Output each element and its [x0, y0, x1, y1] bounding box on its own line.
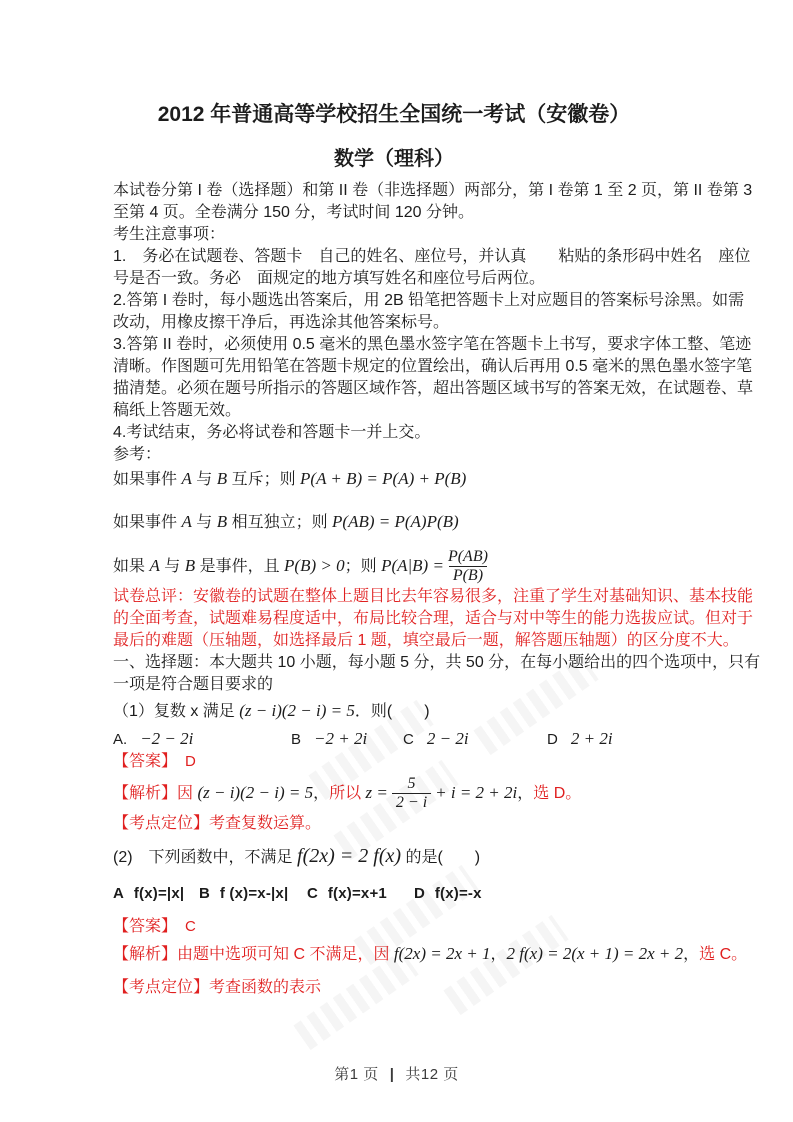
footer-page-number: 第1 页 — [334, 1066, 379, 1083]
formula-conditional-probability: 如果 A 与 B 是事件，且 P(B) > 0；则 P(A|B) = $\frac{P(AB)}{P(B)}$ — [113, 548, 488, 585]
footer-total-pages: 共12 页 — [405, 1066, 459, 1083]
formula-independent-events: 如果事件 A 与 B 相互独立；则 P(AB) = P(A)P(B) — [113, 512, 459, 531]
question-2-option-a — [113, 885, 199, 902]
question-1-stem: （1）复数 x 满足 (z − i)(2 − i) = 5．则( ) — [113, 700, 430, 720]
answer-value: C — [185, 917, 196, 935]
page-title: 2012 年普通高等学校招生全国统一考试（安徽卷） — [157, 103, 631, 126]
notice-item-3: 3.答第 II 卷时，必须使用 0.5 毫米的黑色墨水签字笔在答题卡上书写，要求字体工整、笔迹 清晰。作图题可先用铅笔在答题卡规定的位置绘出，确认后再用 0.5 毫米的黑色墨水签字笔 描清楚。必须在题号所指示的答题区域作答，超出答题区域书写的答案无效，在试题卷、草 稿纸上答题无效。 — [113, 336, 754, 419]
notice-item-2: 2.答第 I 卷时，每小题选出答案后，用 2B 铅笔把答题卡上对应题目的答案标号涂黑。如需 改动，用橡皮擦干净后，再选涂其他答案标号。 — [113, 292, 745, 331]
option-label: D — [547, 730, 558, 748]
notice-item-4: 4.考试结束，务必将试卷和答题卡一并上交。 — [113, 424, 431, 441]
question-2-option-c — [307, 885, 414, 902]
option-value: f(x)=|x| — [133, 884, 185, 902]
option-value: f (x)=x-|x| — [219, 884, 289, 902]
footer-separator: | — [389, 1066, 395, 1083]
option-value: −2 + 2i — [314, 728, 368, 748]
question-1-option-b — [291, 729, 403, 749]
reference-label: 参考： — [113, 446, 162, 463]
answer-label: 【答案】 — [113, 917, 178, 935]
option-label: A — [113, 884, 124, 902]
option-label: C — [403, 730, 414, 748]
question-1-keypoint: 【考点定位】考查复数运算。 — [113, 814, 322, 832]
option-label: A. — [113, 730, 128, 748]
notice-heading: 考生注意事项： — [113, 226, 226, 243]
option-label: D — [414, 884, 425, 902]
question-2-stem: (2) 下列函数中，不满足 f(2x) = 2 f(x) 的是( ) — [113, 844, 481, 867]
question-2-option-b — [199, 885, 307, 902]
question-1-analysis: 【解析】因 (z − i)(2 − i) = 5，所以 z = $\frac{5}{2 - i}$ + i = 2 + 2i，选 D。 — [113, 774, 582, 812]
question-1-option-a — [113, 729, 291, 749]
exam-overview-comment: 试卷总评：安徽卷的试题在整体上题目比去年容易很多，注重了学生对基础知识、基本技能 的全面考查，试题难易程度适中，布局比较合理，适合与对中等生的能力选拔应试。但对于 最后的难题（压轴题，如选择最后 1 题，填空最后一题，解答题压轴题）的区分度不大。 — [113, 587, 754, 649]
question-2-option-d — [414, 885, 482, 902]
option-value: f(x)=-x — [434, 884, 482, 902]
question-2-answer — [113, 916, 675, 938]
option-value: 2 − 2i — [426, 728, 469, 748]
answer-label: 【答案】 — [113, 752, 178, 770]
option-value: f(x)=x+1 — [327, 884, 387, 902]
intro-paragraph: 本试卷分第 I 卷（选择题）和第 II 卷（非选择题）两部分，第 I 卷第 1 至 2 页，第 II 卷第 3 至第 4 页。全卷满分 150 分，考试时间 120 分钟。 — [113, 182, 753, 221]
notice-item-1: 1. 务必在试题卷、答题卡 自己的姓名、座位号，并认真 粘贴的条形码中姓名 座位 号是否一致。务必 面规定的地方填写姓名和座位号后两位。 — [113, 248, 751, 287]
question-1-option-c — [403, 729, 547, 749]
section-1-heading: 一、选择题：本大题共 10 小题，每小题 5 分，共 50 分，在每小题给出的四个选项中，只有 一项是符合题目要求的 — [113, 653, 761, 693]
option-value: −2 − 2i — [140, 728, 194, 748]
option-label: C — [307, 884, 318, 902]
question-2-keypoint: 【考点定位】考查函数的表示 — [113, 978, 322, 996]
page-subtitle: 数学（理科） — [334, 148, 454, 170]
page-footer — [0, 1063, 793, 1084]
question-1-answer — [113, 751, 675, 773]
option-label: B — [291, 730, 302, 748]
question-2-analysis: 【解析】由题中选项可知 C 不满足，因 f(2x) = 2x + 1，2 f(x) = 2(x + 1) = 2x + 2，选 C。 — [113, 943, 748, 963]
answer-value: D — [185, 752, 196, 770]
formula-mutually-exclusive: 如果事件 A 与 B 互斥；则 P(A + B) = P(A) + P(B) — [113, 469, 467, 488]
question-1-option-d — [547, 729, 613, 749]
option-value: 2 + 2i — [570, 728, 613, 748]
option-label: B — [199, 884, 210, 902]
question-2-options — [113, 885, 675, 902]
question-1-options — [113, 729, 675, 749]
